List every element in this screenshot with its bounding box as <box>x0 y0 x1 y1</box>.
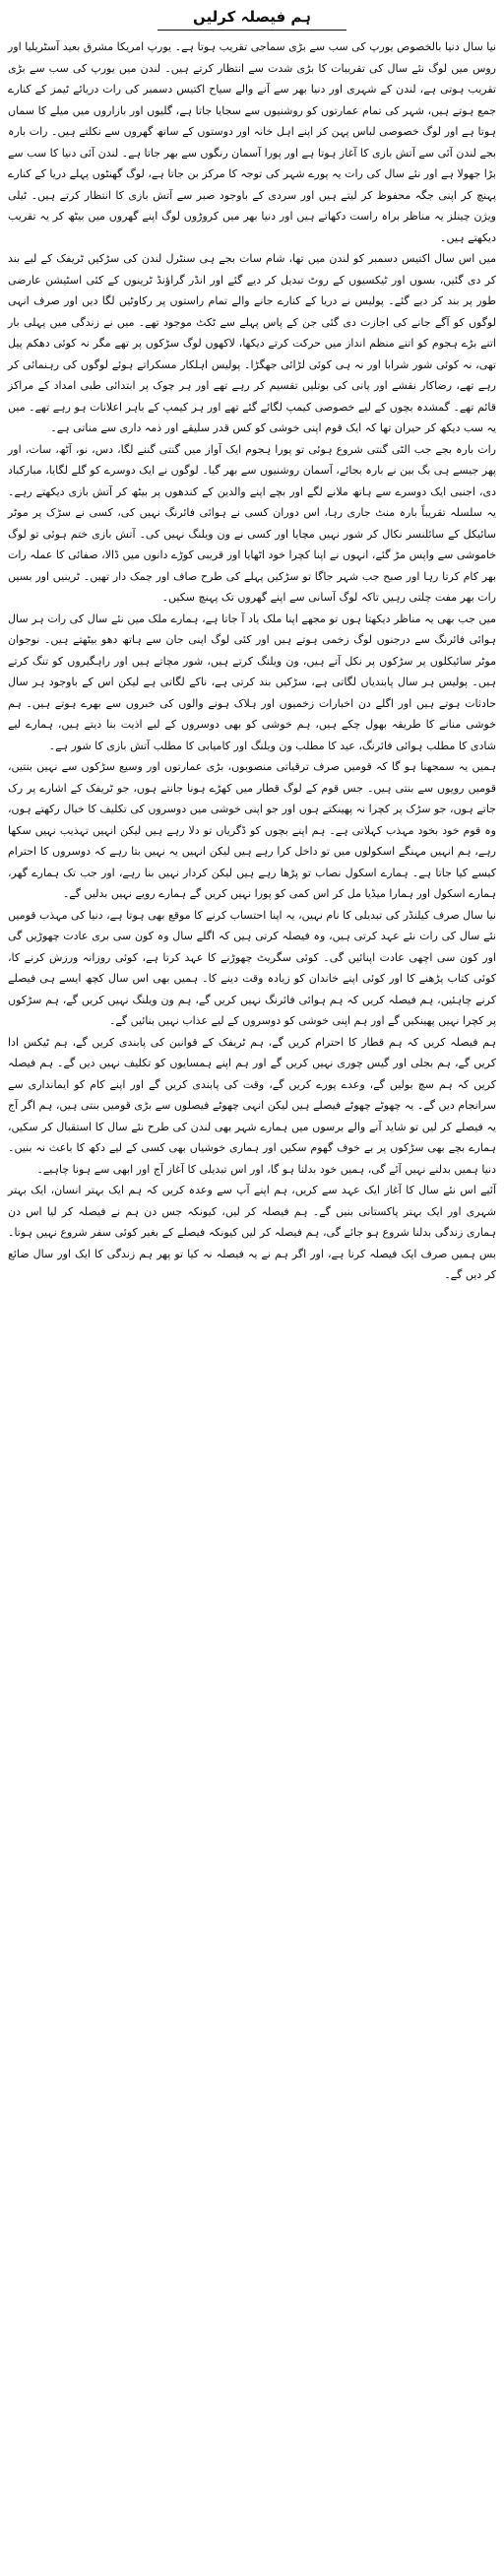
article-paragraph-2: میں اس سال اکتیس دسمبر کو لندن میں تھا، شام سات بجے ہی سنٹرل لندن کی سڑکیں ٹریفک کے لیے بند کر دی گئیں، بسوں اور ٹیکسیوں کے روٹ تبدیل کر دیے گئے اور انڈر گراؤنڈ ٹرینوں کے کئی اسٹیشن عارضی طور پر بند کر دیے گئے۔ پولیس نے دریا کے کنارے جانے والے تمام راستوں پر رکاوٹیں لگا دیں اور صرف انہی لوگوں کو آگے جانے کی اجازت دی گئی جن کے پاس پہلے سے ٹکٹ موجود تھے۔ میں نے زندگی میں پہلی بار اتنے بڑے ہجوم کو اتنے منظم انداز میں حرکت کرتے دیکھا، لاکھوں لوگ سڑکوں پر تھے مگر نہ کوئی دھکم پیل تھی، نہ کوئی شور شرابا اور نہ ہی کوئی لڑائی جھگڑا۔ پولیس اہلکار مسکراتے ہوئے لوگوں کی رہنمائی کر رہے تھے، رضاکار نقشے اور پانی کی بوتلیں تقسیم کر رہے تھے اور ہر چوک پر ابتدائی طبی امداد کے مراکز قائم تھے۔ گمشدہ بچوں کے لیے خصوصی کیمپ لگائے گئے تھے اور ہر کیمپ کے باہر اعلانات ہو رہے تھے۔ میں یہ سب دیکھ کر حیران تھا کہ ایک قوم اپنی خوشی کو کس قدر سلیقے اور ذمہ داری سے مناتی ہے۔ <box>8 252 496 434</box>
article-paragraph-7: ہم فیصلہ کریں کہ ہم قطار کا احترام کریں گے، ہم ٹریفک کے قوانین کی پابندی کریں گے، ہم ٹیکس ادا کریں گے، ہم بجلی اور گیس چوری نہیں کریں گے اور ہم اپنے ہمسایوں کو تکلیف نہیں دیں گے۔ ہم فیصلہ کریں کہ ہم سچ بولیں گے، وعدے پورے کریں گے، وقت کی پابندی کریں گے اور اپنے کام کو ایمانداری سے سرانجام دیں گے۔ یہ چھوٹے چھوٹے فیصلے ہیں لیکن انہی چھوٹے فیصلوں سے بڑی قومیں بنتی ہیں، ہم اگر آج یہ فیصلے کر لیں تو شاید آنے والے برسوں میں ہمارے شہر بھی لندن کی طرح نئے سال کا استقبال کر سکیں، ہمارے بچے بھی سڑکوں پر بے خوف گھوم سکیں اور ہماری خوشیاں بھی کسی کے لیے دکھ کا باعث نہ بنیں۔ دنیا ہمیں بدلنے نہیں آئے گی، ہمیں خود بدلنا ہو گا، اور اس تبدیلی کا آغاز آج اور ابھی سے ہونا چاہیے۔ <box>8 1035 496 1176</box>
article-paragraph-1: نیا سال دنیا بالخصوص یورپ کی سب سے بڑی سماجی تقریب ہوتا ہے۔ یورپ امریکا مشرق بعید آسٹریلیا اور روس میں لوگ نئے سال کی تقریبات کا بڑی شدت سے انتظار کرتے ہیں۔ لندن میں یورپ کی سب سے بڑی تقریب ہوتی ہے، لندن کے شہری اور دنیا بھر سے آنے والے سیاح اکتیس دسمبر کی رات دریائے ٹیمز کے کنارے جمع ہوتے ہیں، شہر کی تمام عمارتوں کو روشنیوں سے سجایا جاتا ہے، گلیوں اور بازاروں میں میلے کا سماں ہوتا ہے اور لوگ خصوصی لباس پہن کر اپنے اہل خانہ اور دوستوں کے ساتھ گھروں سے نکلتے ہیں۔ رات بارہ بجے لندن آئی سے آتش بازی کا آغاز ہوتا ہے اور پورا آسمان رنگوں سے بھر جاتا ہے۔ لندن آئی دنیا کا سب سے بڑا جھولا ہے اور نئے سال کی رات یہ پورے شہر کی توجہ کا مرکز بن جاتا ہے، لوگ گھنٹوں پہلے دریا کے کنارے پہنچ کر اپنی جگہ محفوظ کر لیتے ہیں اور سردی کے باوجود صبر سے آتش بازی کا انتظار کرتے ہیں۔ ٹیلی ویژن چینلز یہ مناظر براہ راست دکھاتے ہیں اور دنیا بھر میں کروڑوں لوگ اپنے گھروں میں بیٹھ کر یہ تقریب دیکھتے ہیں۔ <box>7 40 496 244</box>
article-body <box>8 36 496 1286</box>
article-title: ہم فیصلہ کرلیں <box>158 6 346 31</box>
article-paragraph-3: رات بارہ بجے جب الٹی گنتی شروع ہوئی تو پورا ہجوم ایک آواز میں گنتی گننے لگا، دس، نو، آٹھ، سات، اور پھر جیسے ہی بگ بین نے بارہ بجائے، آسمان روشنیوں سے بھر گیا۔ لوگوں نے ایک دوسرے کو گلے لگایا، مبارکباد دی، اجنبی ایک دوسرے سے ہاتھ ملانے لگے اور بچے اپنے والدین کے کندھوں پر بیٹھ کر آتش بازی دیکھتے رہے۔ یہ سلسلہ تقریباً بارہ منٹ جاری رہا، اس دوران کسی نے ہوائی فائرنگ نہیں کی، کسی نے سڑک پر موٹر سائیکل کے سائلنسر نکال کر شور نہیں مچایا اور کسی نے ون ویلنگ نہیں کی۔ آتش بازی ختم ہوئی تو لوگ خاموشی سے واپس مڑ گئے، انہوں نے اپنا کچرا خود اٹھایا اور قریبی کوڑے دانوں میں ڈالا، صفائی کا عملہ رات بھر کام کرتا رہا اور صبح جب شہر جاگا تو سڑکیں پہلے کی طرح صاف اور چمک دار تھیں۔ ٹرینیں اور بسیں رات بھر مفت چلتی رہیں تاکہ لوگ آسانی سے اپنے گھروں تک پہنچ سکیں۔ <box>8 442 496 604</box>
article-header <box>8 6 496 31</box>
article-paragraph-4: میں جب بھی یہ مناظر دیکھتا ہوں تو مجھے اپنا ملک یاد آ جاتا ہے، ہمارے ملک میں نئے سال کی رات ہر سال ہوائی فائرنگ سے درجنوں لوگ زخمی ہوتے ہیں اور کئی لوگ اپنی جان سے ہاتھ دھو بیٹھتے ہیں۔ نوجوان موٹر سائیکلوں پر سڑکوں پر نکل آتے ہیں، ون ویلنگ کرتے ہیں، شور مچاتے ہیں اور راہگیروں کو تنگ کرتے ہیں۔ پولیس ہر سال پابندیاں لگاتی ہے، سڑکیں بند کرتی ہے، ناکے لگاتی ہے لیکن اس کے باوجود ہر سال حادثات ہوتے ہیں اور اگلے دن اخبارات زخمیوں اور ہلاک ہونے والوں کی خبروں سے بھرے ہوتے ہیں۔ ہم خوشی منانے کا طریقہ بھول چکے ہیں، ہم خوشی کو بھی دوسروں کے لیے اذیت بنا دیتے ہیں، ہمارے لیے شادی کا مطلب ہوائی فائرنگ، عید کا مطلب ون ویلنگ اور کامیابی کا مطلب آتش بازی کا شور ہے۔ <box>8 612 496 752</box>
article-paragraph-6: نیا سال صرف کیلنڈر کی تبدیلی کا نام نہیں، یہ اپنا احتساب کرنے کا موقع بھی ہوتا ہے، دنیا کی مہذب قومیں نئے سال کی رات نئے عہد کرتی ہیں، وہ فیصلہ کرتی ہیں کہ اگلے سال وہ کون سی بری عادت چھوڑیں گی اور کون سی اچھی عادت اپنائیں گی۔ کوئی سگریٹ چھوڑنے کا عہد کرتا ہے، کوئی روزانہ ورزش کرنے کا، کوئی کتاب پڑھنے کا اور کوئی اپنے خاندان کو زیادہ وقت دینے کا۔ ہمیں بھی اس سال کچھ ایسے ہی فیصلے کرنے چاہئیں، ہم فیصلہ کریں کہ ہم ہوائی فائرنگ نہیں کریں گے، ہم ون ویلنگ نہیں کریں گے، ہم سڑکوں پر کچرا نہیں پھینکیں گے اور ہم اپنی خوشی کو دوسروں کے لیے عذاب نہیں بنائیں گے۔ <box>8 908 496 1027</box>
article-paragraph-8: آئیے اس نئے سال کا آغاز ایک عہد سے کریں، ہم اپنے آپ سے وعدہ کریں کہ ہم ایک بہتر انسان، ایک بہتر شہری اور ایک بہتر پاکستانی بنیں گے۔ ہم فیصلہ کر لیں، کیونکہ جس دن ہم نے فیصلہ کر لیا اس دن ہماری زندگی بدلنا شروع ہو جائے گی، ہم فیصلہ کر لیں کیونکہ فیصلے کے بغیر کوئی سفر شروع نہیں ہوتا۔ بس ہمیں صرف ایک فیصلہ کرنا ہے، اور اگر ہم نے یہ فیصلہ نہ کیا تو پھر ہم زندگی کا ایک اور سال ضائع کر دیں گے۔ <box>8 1184 496 1281</box>
article-paragraph-5: ہمیں یہ سمجھنا ہو گا کہ قومیں صرف ترقیاتی منصوبوں، بڑی عمارتوں اور وسیع سڑکوں سے نہیں بنتیں، قومیں رویوں سے بنتی ہیں۔ جس قوم کے لوگ قطار میں کھڑے ہونا جانتے ہوں، جو ٹریفک کے اشارے پر رک جاتے ہوں، جو سڑک پر کچرا نہ پھینکتے ہوں اور جو اپنی خوشی میں دوسروں کی تکلیف کا خیال رکھتے ہوں، وہ قوم خود بخود مہذب کہلاتی ہے۔ ہم اپنے بچوں کو ڈگریاں تو دلا رہے ہیں لیکن انہیں تہذیب نہیں سکھا رہے، ہم انہیں مہنگے اسکولوں میں تو داخل کرا رہے ہیں لیکن انہیں یہ نہیں بتا رہے کہ دوسروں کا احترام کیسے کیا جاتا ہے۔ ہمارے اسکول نصاب تو پڑھا رہے ہیں لیکن کردار نہیں بنا رہے، اور جب تک ہمارے گھر، ہمارے اسکول اور ہمارا میڈیا مل کر اس کمی کو پورا نہیں کریں گے ہمارے رویے نہیں بدلیں گے۔ <box>8 760 496 900</box>
